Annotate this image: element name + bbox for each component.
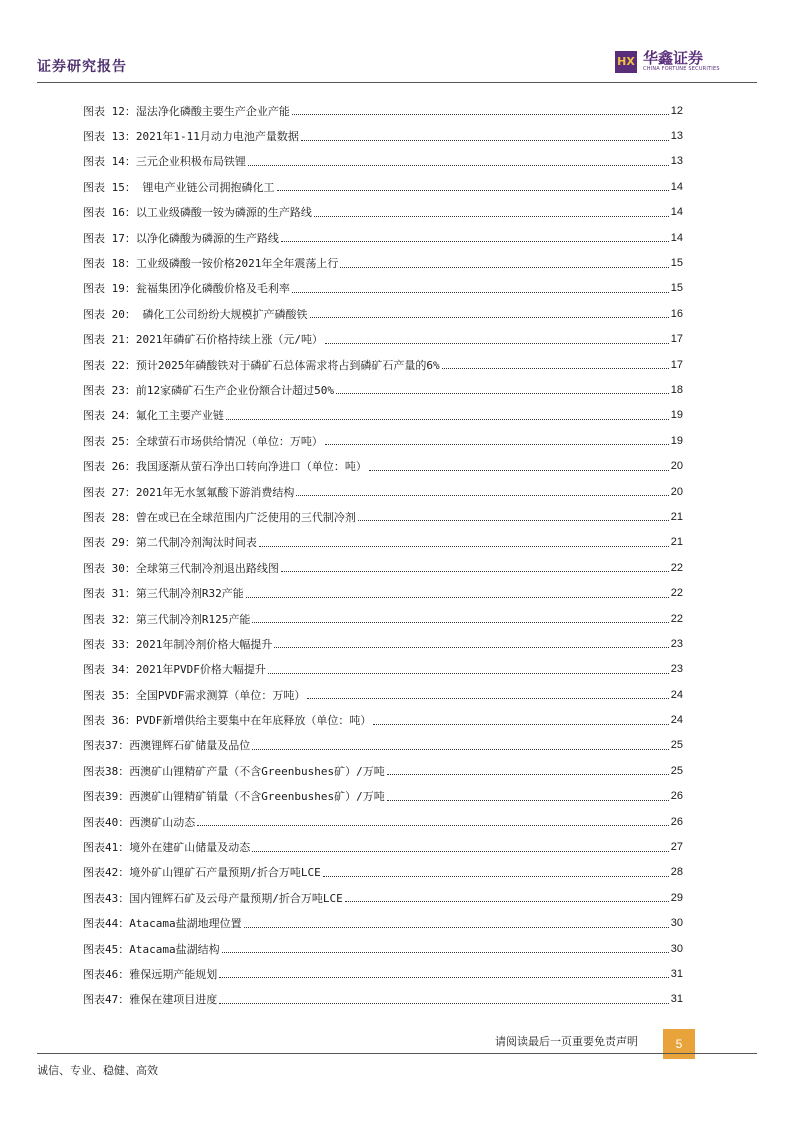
toc-leader-dots bbox=[292, 114, 669, 115]
toc-entry-label: 图表 34：2021年PVDF价格大幅提升 bbox=[83, 663, 266, 677]
toc-entry[interactable] bbox=[83, 733, 683, 758]
toc-leader-dots bbox=[387, 800, 669, 801]
toc-entry-label: 图表 17：以净化磷酸为磷源的生产路线 bbox=[83, 231, 279, 245]
toc-entry-page: 14 bbox=[670, 231, 683, 244]
toc-entry[interactable] bbox=[83, 174, 683, 199]
toc-entry-page: 14 bbox=[670, 206, 683, 219]
page-number-badge: 5 bbox=[663, 1029, 695, 1059]
toc-leader-dots bbox=[246, 597, 669, 598]
toc-entry-page: 20 bbox=[670, 460, 683, 473]
toc-entry-label: 图表 26：我国逐渐从萤石净出口转向净进口（单位：吨） bbox=[83, 460, 367, 474]
toc-leader-dots bbox=[325, 444, 669, 445]
toc-entry[interactable] bbox=[83, 123, 683, 148]
toc-entry-label: 图表37：西澳锂辉石矿储量及品位 bbox=[83, 739, 251, 753]
company-logo bbox=[615, 50, 720, 73]
toc-leader-dots bbox=[281, 241, 669, 242]
toc-entry[interactable] bbox=[83, 936, 683, 961]
toc-entry-label: 图表 15： 锂电产业链公司拥抱磷化工 bbox=[83, 180, 275, 194]
toc-entry[interactable] bbox=[83, 885, 683, 910]
toc-leader-dots bbox=[292, 292, 669, 293]
toc-entry-label: 图表38：西澳矿山锂精矿产量（不含Greenbushes矿）/万吨 bbox=[83, 764, 385, 778]
toc-entry-label: 图表 13：2021年1-11月动力电池产量数据 bbox=[83, 130, 299, 144]
toc-entry[interactable] bbox=[83, 276, 683, 301]
toc-entry-label: 图表44：Atacama盐湖地理位置 bbox=[83, 917, 242, 931]
toc-entry-page: 15 bbox=[670, 282, 683, 295]
toc-entry-label: 图表47：雅保在建项目进度 bbox=[83, 993, 218, 1007]
footer-divider bbox=[37, 1053, 757, 1054]
toc-entry-page: 12 bbox=[670, 104, 683, 117]
report-type-title: 证券研究报告 bbox=[37, 59, 127, 75]
toc-entry-page: 21 bbox=[670, 510, 683, 523]
toc-entry-page: 24 bbox=[670, 714, 683, 727]
toc-entry-label: 图表45：Atacama盐湖结构 bbox=[83, 942, 220, 956]
toc-entry-label: 图表 23：前12家磷矿石生产企业份额合计超过50% bbox=[83, 383, 334, 397]
toc-leader-dots bbox=[301, 140, 669, 141]
toc-entry-label: 图表39：西澳矿山锂精矿销量（不含Greenbushes矿）/万吨 bbox=[83, 790, 385, 804]
toc-entry[interactable] bbox=[83, 149, 683, 174]
toc-leader-dots bbox=[296, 495, 668, 496]
toc-entry-page: 26 bbox=[670, 815, 683, 828]
toc-entry-label: 图表40：西澳矿山动态 bbox=[83, 815, 196, 829]
toc-leader-dots bbox=[281, 571, 669, 572]
toc-entry[interactable] bbox=[83, 860, 683, 885]
toc-entry-label: 图表 31：第三代制冷剂R32产能 bbox=[83, 587, 244, 601]
toc-entry-page: 25 bbox=[670, 764, 683, 777]
toc-entry-page: 20 bbox=[670, 485, 683, 498]
toc-leader-dots bbox=[345, 901, 669, 902]
toc-entry[interactable] bbox=[83, 657, 683, 682]
toc-leader-dots bbox=[307, 698, 668, 699]
toc-leader-dots bbox=[323, 876, 669, 877]
toc-leader-dots bbox=[340, 267, 668, 268]
toc-entry[interactable] bbox=[83, 225, 683, 250]
toc-leader-dots bbox=[252, 749, 669, 750]
toc-entry-page: 13 bbox=[670, 155, 683, 168]
toc-entry-page: 19 bbox=[670, 434, 683, 447]
toc-entry-label: 图表 19：瓮福集团净化磷酸价格及毛利率 bbox=[83, 282, 290, 296]
toc-entry-page: 13 bbox=[670, 130, 683, 143]
toc-entry-page: 29 bbox=[670, 891, 683, 904]
toc-entry-label: 图表 30：全球第三代制冷剂退出路线图 bbox=[83, 561, 279, 575]
logo-english-name: CHINA FORTUNE SECURITIES bbox=[643, 66, 720, 72]
toc-entry-page: 22 bbox=[670, 587, 683, 600]
toc-leader-dots bbox=[197, 825, 669, 826]
toc-entry-page: 25 bbox=[670, 739, 683, 752]
toc-leader-dots bbox=[325, 343, 669, 344]
toc-entry[interactable] bbox=[83, 606, 683, 631]
toc-entry[interactable] bbox=[83, 707, 683, 732]
toc-entry-label: 图表 12：湿法净化磷酸主要生产企业产能 bbox=[83, 104, 290, 118]
toc-entry-label: 图表 36：PVDF新增供给主要集中在年底释放（单位：吨） bbox=[83, 714, 372, 728]
logo-icon: HX bbox=[615, 51, 637, 73]
toc-entry-label: 图表 24：氟化工主要产业链 bbox=[83, 409, 224, 423]
toc-entry-label: 图表 22：预计2025年磷酸铁对于磷矿石总体需求将占到磷矿石产量的6% bbox=[83, 358, 440, 372]
table-of-figures bbox=[83, 98, 683, 1012]
toc-entry[interactable] bbox=[83, 403, 683, 428]
toc-leader-dots bbox=[252, 622, 668, 623]
toc-entry[interactable] bbox=[83, 911, 683, 936]
toc-entry-label: 图表 27：2021年无水氢氟酸下游消费结构 bbox=[83, 485, 295, 499]
toc-leader-dots bbox=[248, 165, 669, 166]
toc-entry-label: 图表 14：三元企业积极布局铁锂 bbox=[83, 155, 246, 169]
toc-entry[interactable] bbox=[83, 327, 683, 352]
toc-entry-page: 30 bbox=[670, 917, 683, 930]
toc-leader-dots bbox=[222, 952, 669, 953]
toc-entry-page: 22 bbox=[670, 612, 683, 625]
toc-entry-label: 图表 35：全国PVDF需求测算（单位：万吨） bbox=[83, 688, 306, 702]
toc-entry[interactable] bbox=[83, 758, 683, 783]
toc-entry[interactable] bbox=[83, 301, 683, 326]
toc-entry[interactable] bbox=[83, 961, 683, 986]
toc-leader-dots bbox=[314, 216, 669, 217]
toc-leader-dots bbox=[259, 546, 669, 547]
toc-leader-dots bbox=[244, 927, 669, 928]
header-divider bbox=[37, 82, 757, 83]
toc-entry[interactable] bbox=[83, 834, 683, 859]
toc-entry-page: 18 bbox=[670, 383, 683, 396]
toc-entry[interactable] bbox=[83, 479, 683, 504]
company-slogan: 诚信、专业、稳健、高效 bbox=[37, 1064, 158, 1077]
toc-entry-page: 17 bbox=[670, 333, 683, 346]
toc-leader-dots bbox=[277, 190, 669, 191]
toc-leader-dots bbox=[310, 317, 669, 318]
toc-leader-dots bbox=[274, 647, 668, 648]
toc-entry-page: 31 bbox=[670, 993, 683, 1006]
toc-entry-page: 30 bbox=[670, 942, 683, 955]
toc-entry[interactable] bbox=[83, 428, 683, 453]
toc-entry-page: 23 bbox=[670, 663, 683, 676]
toc-entry-label: 图表 21：2021年磷矿石价格持续上涨（元/吨） bbox=[83, 333, 323, 347]
toc-entry[interactable] bbox=[83, 200, 683, 225]
toc-entry-page: 31 bbox=[670, 967, 683, 980]
toc-entry[interactable] bbox=[83, 555, 683, 580]
toc-entry-page: 27 bbox=[670, 841, 683, 854]
toc-entry[interactable] bbox=[83, 631, 683, 656]
toc-entry-label: 图表46：雅保远期产能规划 bbox=[83, 967, 218, 981]
toc-entry-page: 24 bbox=[670, 688, 683, 701]
toc-entry-page: 14 bbox=[670, 180, 683, 193]
toc-entry-page: 28 bbox=[670, 866, 683, 879]
toc-leader-dots bbox=[387, 774, 669, 775]
toc-leader-dots bbox=[219, 1003, 669, 1004]
toc-entry-page: 17 bbox=[670, 358, 683, 371]
toc-entry-page: 16 bbox=[670, 307, 683, 320]
toc-entry[interactable] bbox=[83, 377, 683, 402]
toc-entry-label: 图表 29：第二代制冷剂淘汰时间表 bbox=[83, 536, 257, 550]
toc-leader-dots bbox=[226, 419, 669, 420]
toc-leader-dots bbox=[252, 851, 669, 852]
disclaimer-notice: 请阅读最后一页重要免责声明 bbox=[495, 1035, 638, 1048]
toc-leader-dots bbox=[358, 520, 669, 521]
toc-entry-page: 19 bbox=[670, 409, 683, 422]
toc-leader-dots bbox=[336, 393, 669, 394]
toc-entry-label: 图表 25：全球萤石市场供给情况（单位：万吨） bbox=[83, 434, 323, 448]
toc-entry[interactable] bbox=[83, 98, 683, 123]
toc-entry[interactable] bbox=[83, 352, 683, 377]
toc-entry[interactable] bbox=[83, 682, 683, 707]
toc-leader-dots bbox=[369, 470, 669, 471]
toc-entry[interactable] bbox=[83, 580, 683, 605]
toc-entry-label: 图表42：境外矿山锂矿石产量预期/折合万吨LCE bbox=[83, 866, 321, 880]
toc-entry-label: 图表43：国内锂辉石矿及云母产量预期/折合万吨LCE bbox=[83, 891, 343, 905]
toc-leader-dots bbox=[442, 368, 669, 369]
toc-entry[interactable] bbox=[83, 784, 683, 809]
toc-entry-label: 图表 33：2021年制冷剂价格大幅提升 bbox=[83, 637, 273, 651]
toc-entry-label: 图表 16：以工业级磷酸一铵为磷源的生产路线 bbox=[83, 206, 312, 220]
logo-chinese-name: 华鑫证券 bbox=[643, 49, 704, 67]
toc-leader-dots bbox=[268, 673, 669, 674]
toc-entry-page: 22 bbox=[670, 561, 683, 574]
toc-entry-label: 图表 28：曾在或已在全球范围内广泛使用的三代制冷剂 bbox=[83, 510, 356, 524]
toc-entry-page: 21 bbox=[670, 536, 683, 549]
toc-entry[interactable] bbox=[83, 250, 683, 275]
toc-entry[interactable] bbox=[83, 987, 683, 1012]
toc-entry[interactable] bbox=[83, 530, 683, 555]
toc-entry[interactable] bbox=[83, 504, 683, 529]
toc-entry-page: 23 bbox=[670, 637, 683, 650]
toc-entry[interactable] bbox=[83, 453, 683, 478]
toc-entry-label: 图表41：境外在建矿山储量及动态 bbox=[83, 841, 251, 855]
toc-entry-label: 图表 20： 磷化工公司纷纷大规模扩产磷酸铁 bbox=[83, 307, 308, 321]
toc-leader-dots bbox=[219, 977, 669, 978]
toc-entry-label: 图表 32：第三代制冷剂R125产能 bbox=[83, 612, 251, 626]
toc-entry[interactable] bbox=[83, 809, 683, 834]
toc-entry-page: 15 bbox=[670, 257, 683, 270]
toc-entry-page: 26 bbox=[670, 790, 683, 803]
toc-entry-label: 图表 18：工业级磷酸一铵价格2021年全年震荡上行 bbox=[83, 257, 339, 271]
toc-leader-dots bbox=[373, 724, 668, 725]
